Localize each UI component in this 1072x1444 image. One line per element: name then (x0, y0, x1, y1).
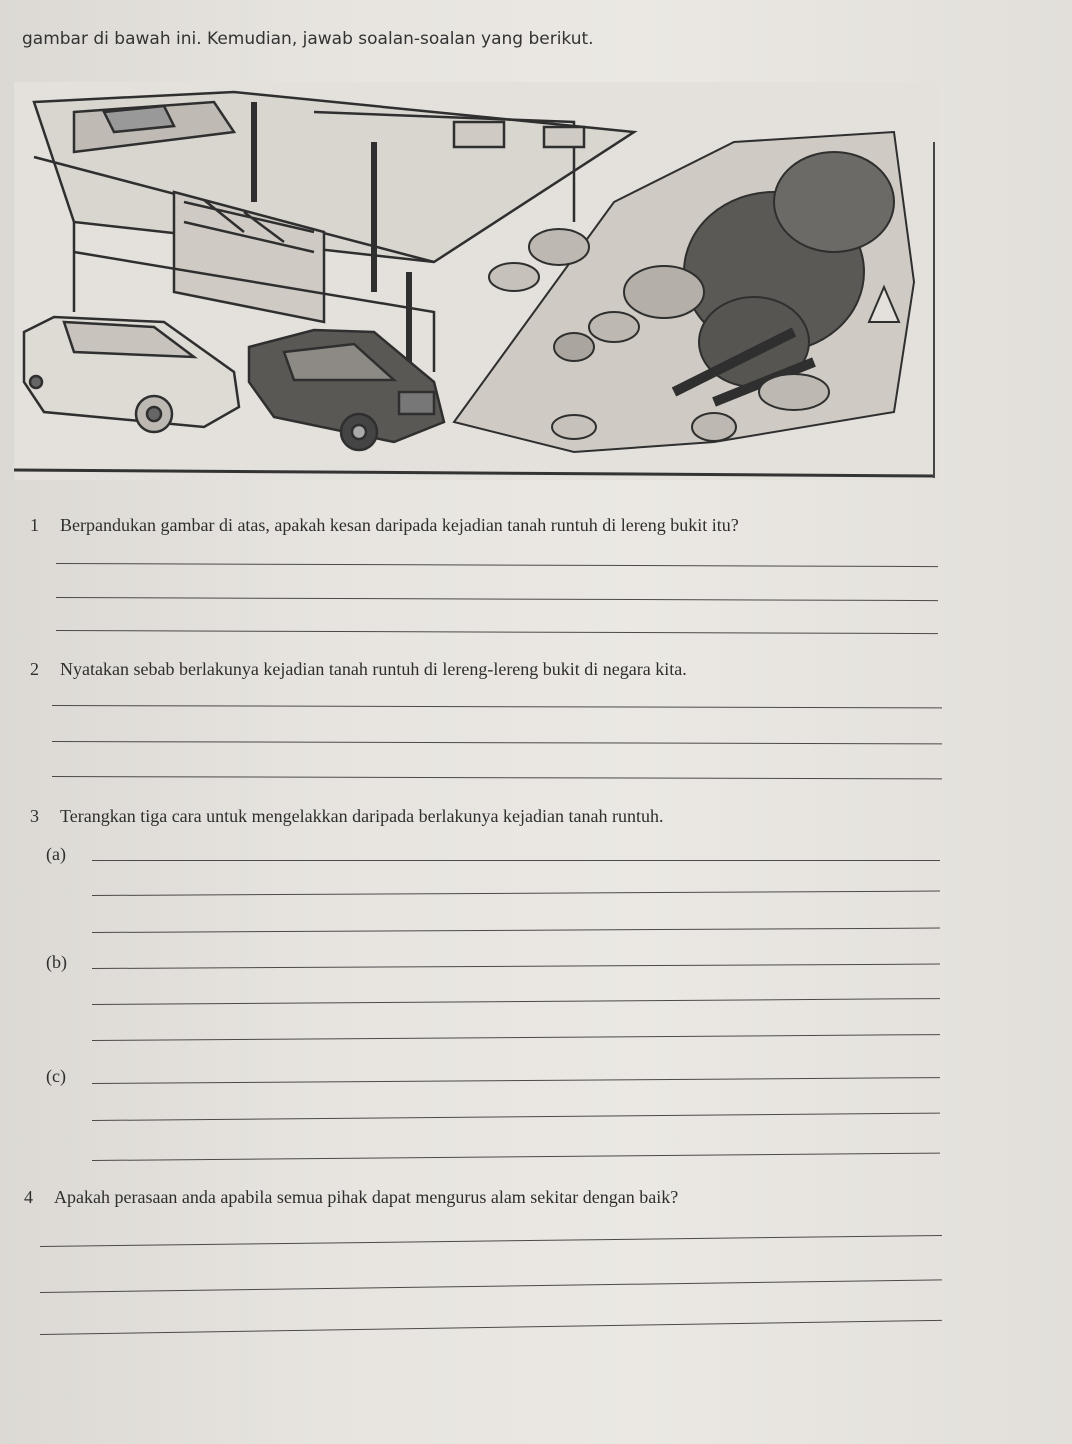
answer-line-3b-2[interactable] (92, 998, 940, 1005)
answer-line-3b-3[interactable] (92, 1034, 940, 1041)
answer-line-2b[interactable] (52, 741, 942, 744)
question-4 (24, 1187, 678, 1208)
sub-label-c: (c) (46, 1066, 66, 1086)
question-3 (30, 806, 663, 827)
answer-line-1c[interactable] (56, 630, 938, 634)
sub-label-a: (a) (46, 844, 66, 864)
answer-line-3c-2[interactable] (92, 1113, 940, 1121)
question-3-text: Terangkan tiga cara untuk mengelakkan daripada berlakunya kejadian tanah runtuh. (60, 806, 664, 826)
answer-line-1a[interactable] (56, 563, 938, 567)
answer-line-2a[interactable] (52, 705, 942, 708)
question-4-text: Apakah perasaan anda apabila semua pihak dapat mengurus alam sekitar dengan baik? (54, 1187, 679, 1207)
answer-line-3c-1[interactable] (92, 1077, 940, 1084)
answer-line-4a[interactable] (40, 1235, 942, 1247)
question-2-number: 2 (30, 659, 39, 679)
sub-label-b: (b) (46, 952, 67, 972)
question-1-text: Berpandukan gambar di atas, apakah kesan daripada kejadian tanah runtuh di lereng bukit itu? (60, 515, 739, 535)
question-3-number: 3 (30, 806, 39, 826)
question-2 (30, 659, 687, 680)
question-1-number: 1 (30, 515, 39, 535)
answer-line-3a-1[interactable] (92, 860, 940, 861)
question-1 (30, 515, 739, 536)
answer-line-4c[interactable] (40, 1320, 942, 1335)
answer-line-1b[interactable] (56, 597, 938, 601)
answer-line-3a-3[interactable] (92, 928, 940, 933)
answer-line-3a-2[interactable] (92, 891, 940, 896)
answer-line-3c-3[interactable] (92, 1153, 940, 1161)
answer-line-3b-1[interactable] (92, 964, 940, 969)
landslide-illustration (14, 82, 940, 480)
instruction-text: gambar di bawah ini. Kemudian, jawab soalan-soalan yang berikut. (22, 29, 594, 49)
question-4-number: 4 (24, 1187, 33, 1207)
question-2-text: Nyatakan sebab berlakunya kejadian tanah runtuh di lereng-lereng bukit di negara kita. (60, 659, 687, 679)
answer-line-2c[interactable] (52, 776, 942, 779)
answer-line-4b[interactable] (40, 1279, 942, 1293)
